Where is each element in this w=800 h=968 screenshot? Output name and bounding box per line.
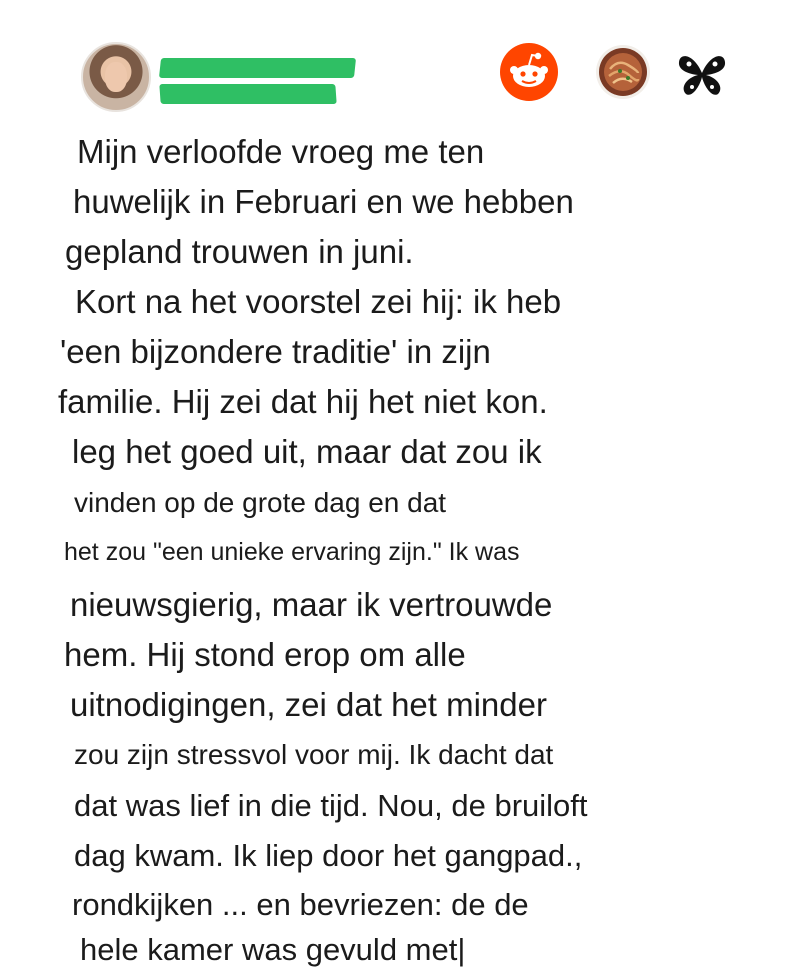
story-line-6: familie. Hij zei dat hij het niet kon. (58, 383, 548, 420)
story-line-15: dag kwam. Ik liep door het gangpad., (74, 838, 583, 873)
story-line-13: zou zijn stressvol voor mij. Ik dacht dat (74, 739, 554, 770)
story-line-8: vinden op de grote dag en dat (74, 487, 447, 518)
story-line-16: rondkijken ... en bevriezen: de de (72, 887, 529, 922)
story-line-9: het zou "een unieke ervaring zijn." Ik was (64, 538, 520, 566)
story-line-12: uitnodigingen, zei dat het minder (70, 686, 547, 723)
story-line-5: 'een bijzondere traditie' in zijn (60, 333, 491, 370)
story-line-7: leg het goed uit, maar dat zou ik (72, 433, 542, 470)
story-line-17: hele kamer was gevuld met| (80, 932, 466, 967)
story-line-4: Kort na het voorstel zei hij: ik heb (75, 283, 562, 320)
story-line-11: hem. Hij stond erop om alle (64, 636, 466, 673)
story-line-1: Mijn verloofde vroeg me ten (77, 133, 485, 170)
story-line-10: nieuwsgierig, maar ik vertrouwde (70, 586, 553, 623)
story-line-14: dat was lief in die tijd. Nou, de bruiloft (74, 788, 588, 823)
story-line-2: huwelijk in Februari en we hebben (73, 183, 574, 220)
story-line-3: gepland trouwen in juni. (65, 233, 414, 270)
